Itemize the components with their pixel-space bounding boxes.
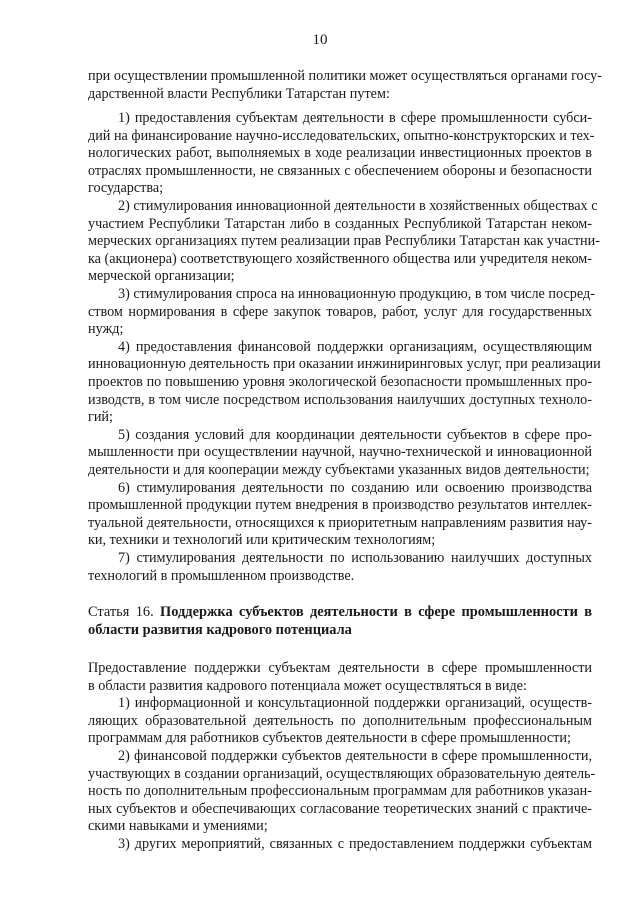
text-line: дарственной власти Республики Татарстан путем: xyxy=(88,86,390,102)
text-line: инновационную деятельность при оказании инжиниринговых услуг, при реализации xyxy=(88,356,601,372)
article-title: Поддержка субъектов деятельности в сфере промышленности в xyxy=(160,604,592,620)
text-line: ных субъектов и обеспечивающих согласование теоретических знаний с практиче- xyxy=(88,801,592,817)
text-line: участием Республики Татарстан либо в созданных Республикой Татарстан неком- xyxy=(88,216,592,232)
article-title: области развития кадрового потенциала xyxy=(88,622,352,638)
text-line: скими навыками и умениями; xyxy=(88,818,268,834)
text-line: 2) финансовой поддержки субъектов деятельности в сфере промышленности, xyxy=(118,748,592,764)
text-line: при осуществлении промышленной политики может осуществляться органами госу- xyxy=(88,68,602,84)
text-line: мышленности при осуществлении научной, научно-технической и инновационной xyxy=(88,444,592,460)
text-line: в области развития кадрового потенциала может осуществляться в виде: xyxy=(88,678,527,694)
text-line: деятельности и для кооперации между субъектами указанных видов деятельности; xyxy=(88,462,590,478)
text-line: участвующих в создании организаций, осуществляющих образовательную деятель- xyxy=(88,766,596,782)
text-line: туальной деятельности, относящихся к приоритетным направлениям развития нау- xyxy=(88,515,592,531)
text-line: программам для работников субъектов деятельности в сфере промышленности; xyxy=(88,730,571,746)
text-line: 1) информационной и консультационной поддержки организаций, осуществ- xyxy=(118,695,592,711)
text-line: отраслях промышленности, не связанных с обеспечением обороны и безопасности xyxy=(88,163,592,179)
text-line: промышленной продукции путем внедрения в производство результатов интеллек- xyxy=(88,497,592,513)
text-line: 3) стимулирования спроса на инновационную продукцию, в том числе посред- xyxy=(118,286,595,302)
text-line: 2) стимулирования инновационной деятельности в хозяйственных обществах с xyxy=(118,198,598,214)
text-line: ка (акционера) соответствующего хозяйственного общества или учредителя неком- xyxy=(88,251,592,267)
text-line: Предоставление поддержки субъектам деятельности в сфере промышленности xyxy=(88,660,592,676)
text-line: изводств, в том числе посредством использования наилучших доступных техноло- xyxy=(88,392,592,408)
article-heading-line xyxy=(88,604,592,621)
page-number: 10 xyxy=(312,32,328,48)
text-line: нужд; xyxy=(88,321,124,337)
text-line: ством нормирования в сфере закупок товаров, работ, услуг для государственных xyxy=(88,304,592,320)
text-line: технологий в промышленном производстве. xyxy=(88,568,355,584)
text-line: нологических работ, выполняемых в ходе реализации инвестиционных проектов в xyxy=(88,145,592,161)
text-line: мерческой организации; xyxy=(88,268,235,284)
text-line: 7) стимулирования деятельности по использованию наилучших доступных xyxy=(118,550,592,566)
article-heading-line xyxy=(88,622,592,639)
article-number: Статья 16. xyxy=(88,604,161,620)
text-line: 6) стимулирования деятельности по созданию или освоению производства xyxy=(118,480,592,496)
text-line: ляющих образовательной деятельность по дополнительным профессиональным xyxy=(88,713,592,729)
text-line: ки, техники и технологий или критическим технологиям; xyxy=(88,532,436,548)
text-line: проектов по повышению уровня экологической безопасности промышленных про- xyxy=(88,374,592,390)
text-line: 1) предоставления субъектам деятельности в сфере промышленности субси- xyxy=(118,110,592,126)
text-line: 4) предоставления финансовой поддержки организациям, осуществляющим xyxy=(118,339,592,355)
text-line: 5) создания условий для координации деятельности субъектов в сфере про- xyxy=(118,427,592,443)
text-line: гий; xyxy=(88,409,113,425)
text-line: государства; xyxy=(88,180,164,196)
text-line: 3) других мероприятий, связанных с предоставлением поддержки субъектам xyxy=(118,836,592,852)
text-line: ность по дополнительным профессиональным программам для работников указан- xyxy=(88,783,592,799)
text-line: дий на финансирование научно-исследовательских, опытно-конструкторских и тех- xyxy=(88,128,595,144)
text-line: мерческих организациях путем реализации прав Республики Татарстан как участни- xyxy=(88,233,600,249)
